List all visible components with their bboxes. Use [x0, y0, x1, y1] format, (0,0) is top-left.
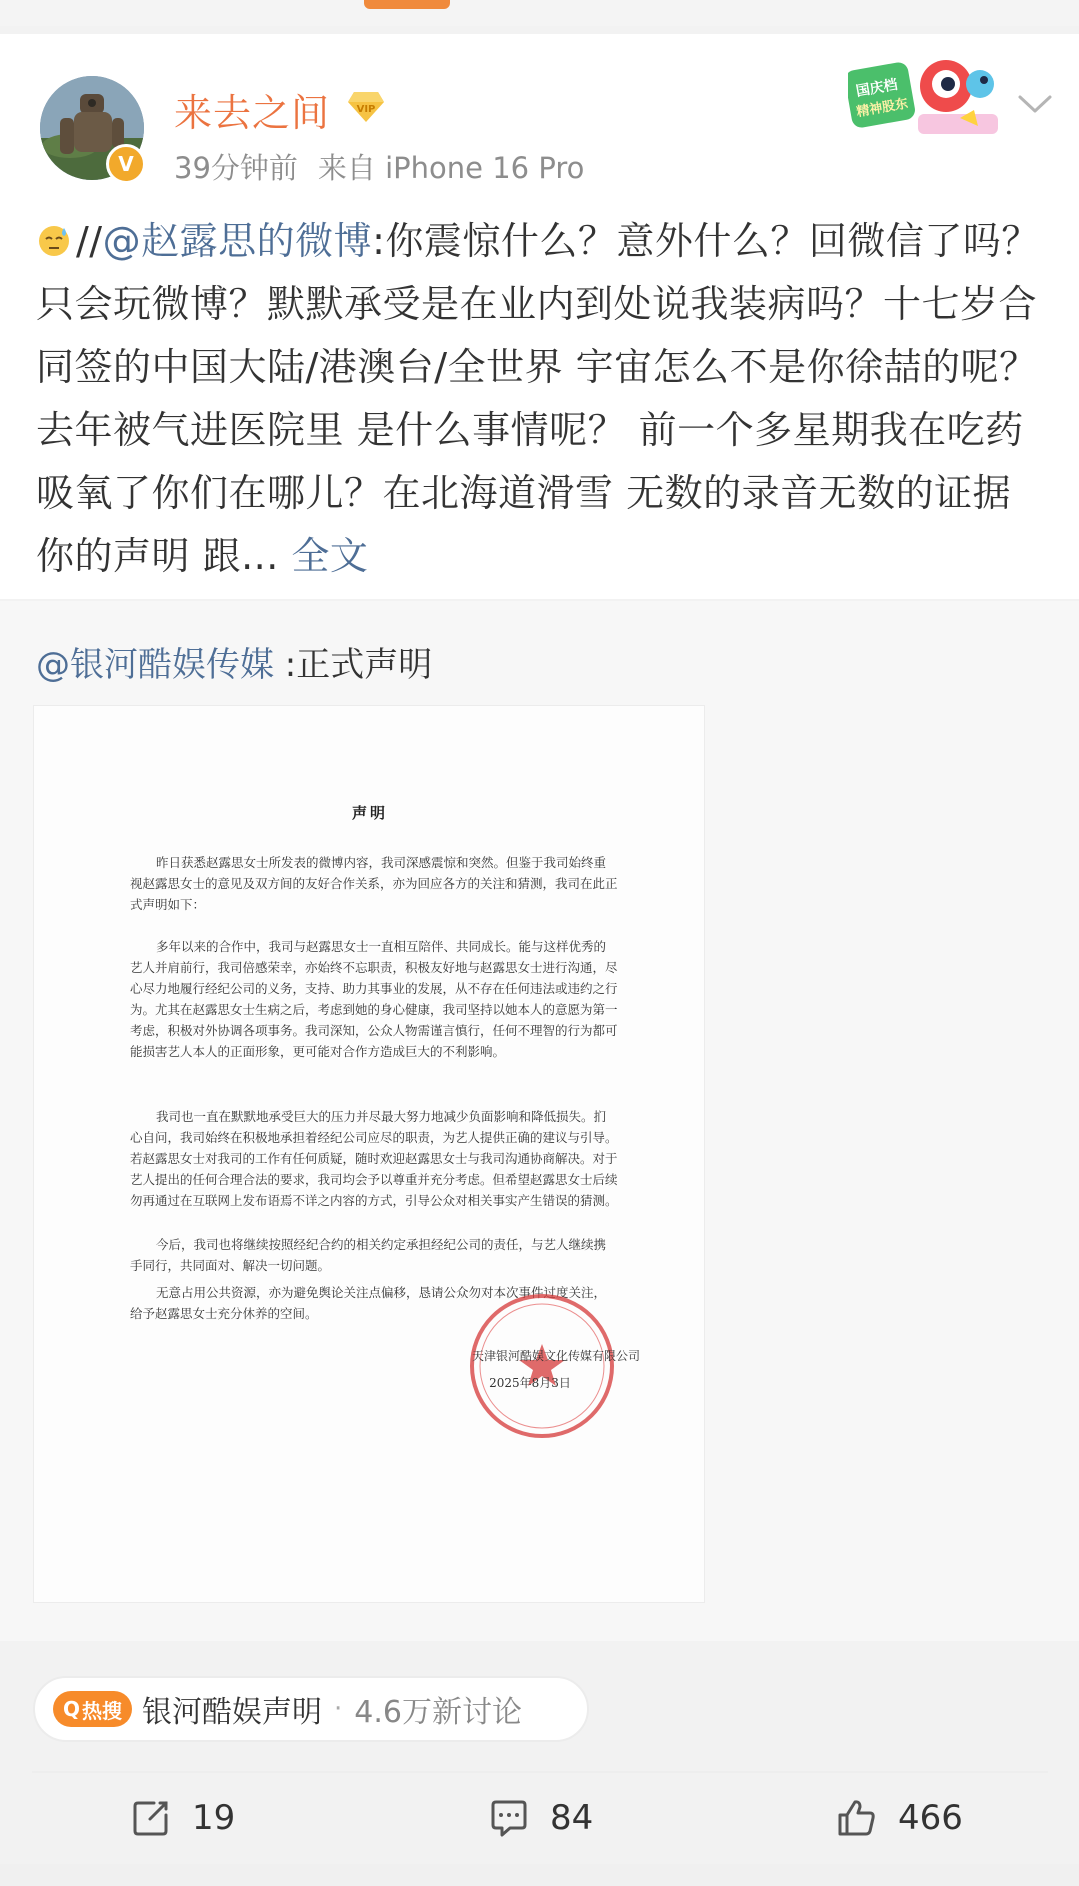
statement-paragraph: 多年以来的合作中，我司与赵露思女士一直相互陪伴、共同成长。能与这样优秀的艺人并肩前行，我司倍感荣幸，亦始终不忘职责，积极友好地与赵露思女士进行沟通，尽心尽力地履行经纪公司的义务，支持、助力其事业的发展，从不存在任何违法或违约之行为。尤其在赵露思女士生病之后，考虑到她的身心健康，我司坚持以她本人的意愿为第一考虑，积极对外协调各项事务。我司深知，公众人物需谨言慎行，任何不理智的行为都可能损害艺人本人的正面形象，更可能对合作方造成巨大的不利影响。 [130, 939, 618, 1059]
topic-separator: · [334, 1694, 343, 1724]
statement-title: 声明 [351, 804, 388, 822]
comment-count: 84 [550, 1798, 594, 1838]
hot-badge-label: 热搜 [82, 1698, 123, 1723]
repost-text: :正式声明 [274, 645, 433, 685]
topic-name: 银河酷娱声明 [142, 1695, 323, 1730]
repost-button[interactable] [130, 1778, 235, 1858]
repost-icon [130, 1797, 172, 1839]
post-time: 39分钟前 [174, 151, 298, 185]
full-text-link[interactable]: 全文 [291, 534, 369, 578]
comment-button[interactable] [488, 1778, 593, 1858]
repost-mention-link[interactable]: @银河酷娱传媒 [36, 645, 274, 685]
hot-search-badge [53, 1691, 132, 1727]
post-text [36, 210, 1052, 588]
vip-diamond-icon[interactable] [346, 86, 386, 126]
svg-text:VIP: VIP [356, 104, 376, 115]
statement-paragraph: 今后，我司也将继续按照经纪合约的相关约定承担经纪公司的责任，与艺人继续携手同行，共同面对、解决一切问题。 [130, 1237, 607, 1273]
drag-handle[interactable] [364, 0, 450, 9]
post-text-body: :你震惊什么？意外什么？回微信了吗？ 只会玩微博？默默承受是在业内到处说我装病吗？十七岁合同签的中国大陆/港澳台/全世界 宇宙怎么不是你徐喆的呢？ 去年被气进医院里 是什么事情呢？ 前一个多星期我在吃药吸氧了你们在哪儿？在北海道滑雪 无数的录音无数的证据 你的声明 跟... [36, 219, 1040, 578]
reposted-content[interactable] [0, 601, 1079, 1641]
promo-sticker-icon[interactable] [848, 40, 1008, 160]
hot-search-topic[interactable] [33, 1676, 589, 1742]
statement-company: 天津银河酷娱文化传媒有限公司 [471, 1349, 640, 1363]
search-icon: Q [63, 1697, 81, 1721]
repost-header [36, 637, 432, 686]
topic-discussion-count: 4.6万新讨论 [354, 1695, 522, 1730]
bottom-strip [0, 1864, 1079, 1886]
company-seal-icon [462, 1286, 622, 1446]
like-count: 466 [898, 1798, 963, 1838]
chevron-down-icon[interactable] [1016, 88, 1054, 118]
sweat-emoji-icon [36, 222, 72, 258]
statement-image[interactable] [33, 705, 705, 1603]
statement-paragraph: 无意占用公共资源，亦为避免舆论关注点偏移，恳请公众勿对本次事件过度关注，给予赵露思女士充分休养的空间。 [130, 1285, 607, 1321]
statement-date: 2025年8月3日 [489, 1376, 571, 1390]
comment-icon [488, 1797, 530, 1839]
repost-count: 19 [192, 1798, 236, 1838]
post-meta [174, 146, 604, 187]
statement-paragraph: 我司也一直在默默地承受巨大的压力并尽最大努力地减少负面影响和降低损失。扪心自问，我司始终在积极地承担着经纪公司应尽的职责，为艺人提供正确的建议与引导。若赵露思女士对我司的工作有任何质疑，随时欢迎赵露思女士与我司沟通协商解决。对于艺人提出的任何合理合法的要求，我司均会予以尊重并充分考虑。但希望赵露思女士后续勿再通过在互联网上发布语焉不详之内容的方式，引导公众对相关事实产生错误的猜测。 [130, 1109, 618, 1208]
post-source: 来自 iPhone 16 Pro [317, 151, 585, 185]
top-strip [0, 0, 1079, 26]
like-button[interactable] [836, 1778, 963, 1858]
username[interactable]: 来去之间 [174, 91, 331, 135]
weibo-post [0, 34, 1079, 599]
mention-link[interactable]: @赵露思的微博 [102, 219, 373, 263]
thumbs-up-icon [836, 1797, 878, 1839]
divider [32, 1771, 1048, 1773]
text-prefix: // [76, 219, 103, 263]
verified-icon: V [106, 144, 146, 184]
promo-text-line1: 国庆档 [854, 76, 899, 100]
promo-text-line2: 精神股东 [855, 96, 910, 121]
action-bar [0, 1778, 1079, 1858]
statement-paragraph: 昨日获悉赵露思女士所发表的微博内容，我司深感震惊和突然。但鉴于我司始终重视赵露思女士的意见及双方间的友好合作关系，亦为回应各方的关注和猜测，我司在此正式声明如下： [130, 855, 618, 912]
